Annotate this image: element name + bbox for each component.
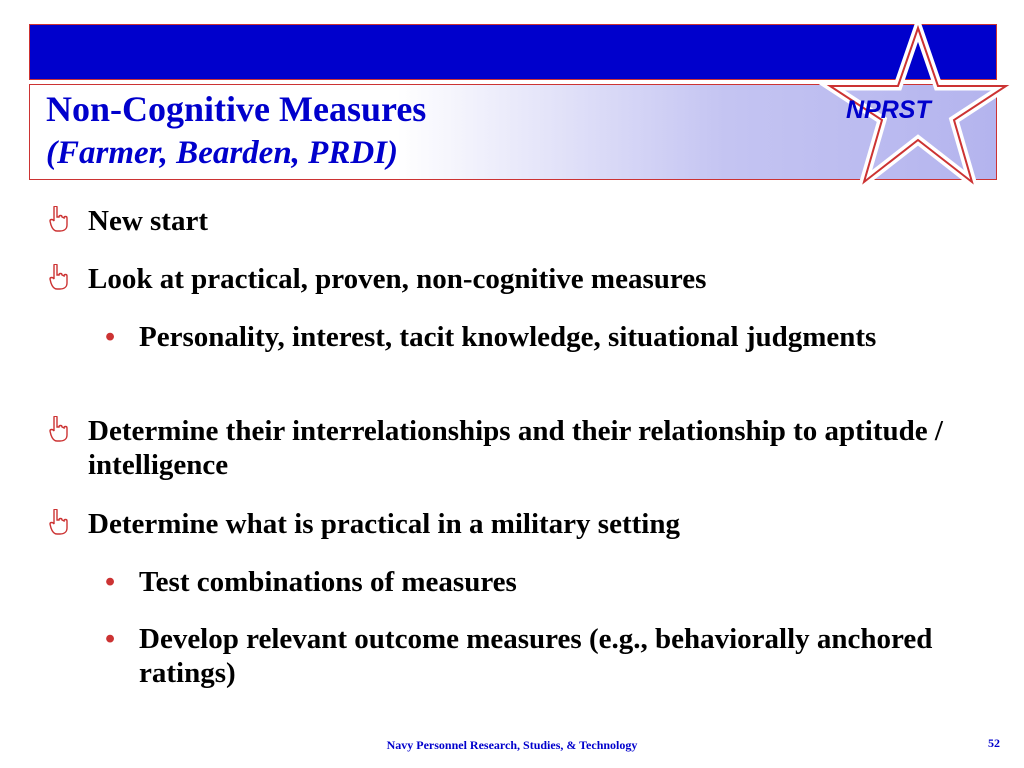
- bullet-dot: •: [105, 623, 116, 655]
- bullet-text: New start: [88, 205, 208, 237]
- sub-bullet-item: [105, 320, 999, 354]
- hand-pointer-icon: [48, 416, 70, 450]
- bullet-item: [88, 262, 1003, 296]
- hand-pointer-icon: [48, 509, 70, 543]
- page-number: 52: [988, 736, 1000, 750]
- bullet-text: Develop relevant outcome measures (e.g., behaviorally anchored ratings): [139, 623, 933, 689]
- slide-subtitle: (Farmer, Bearden, PRDI): [46, 135, 399, 171]
- logo-text: NPRST: [846, 96, 931, 124]
- bullet-text: Test combinations of measures: [139, 566, 517, 598]
- bullet-text: Determine their interrelationships and their relationship to aptitude / intelligence: [88, 415, 943, 481]
- sub-bullet-item: [105, 622, 999, 690]
- bullet-item: [88, 414, 1003, 482]
- hand-pointer-icon: [48, 264, 70, 298]
- sub-bullet-item: [105, 565, 999, 599]
- bullet-text: Personality, interest, tacit knowledge, situational judgments: [139, 321, 877, 353]
- slide-title: Non-Cognitive Measures: [46, 89, 427, 129]
- bullet-text: Look at practical, proven, non-cognitive measures: [88, 263, 707, 295]
- bullet-dot: •: [105, 321, 116, 353]
- footer-text: Navy Personnel Research, Studies, & Technology: [386, 738, 638, 752]
- bullet-item: [88, 204, 1003, 238]
- bullet-text: Determine what is practical in a military setting: [88, 508, 680, 540]
- hand-pointer-icon: [48, 206, 70, 240]
- bullet-item: [88, 507, 1003, 541]
- bullet-dot: •: [105, 566, 116, 598]
